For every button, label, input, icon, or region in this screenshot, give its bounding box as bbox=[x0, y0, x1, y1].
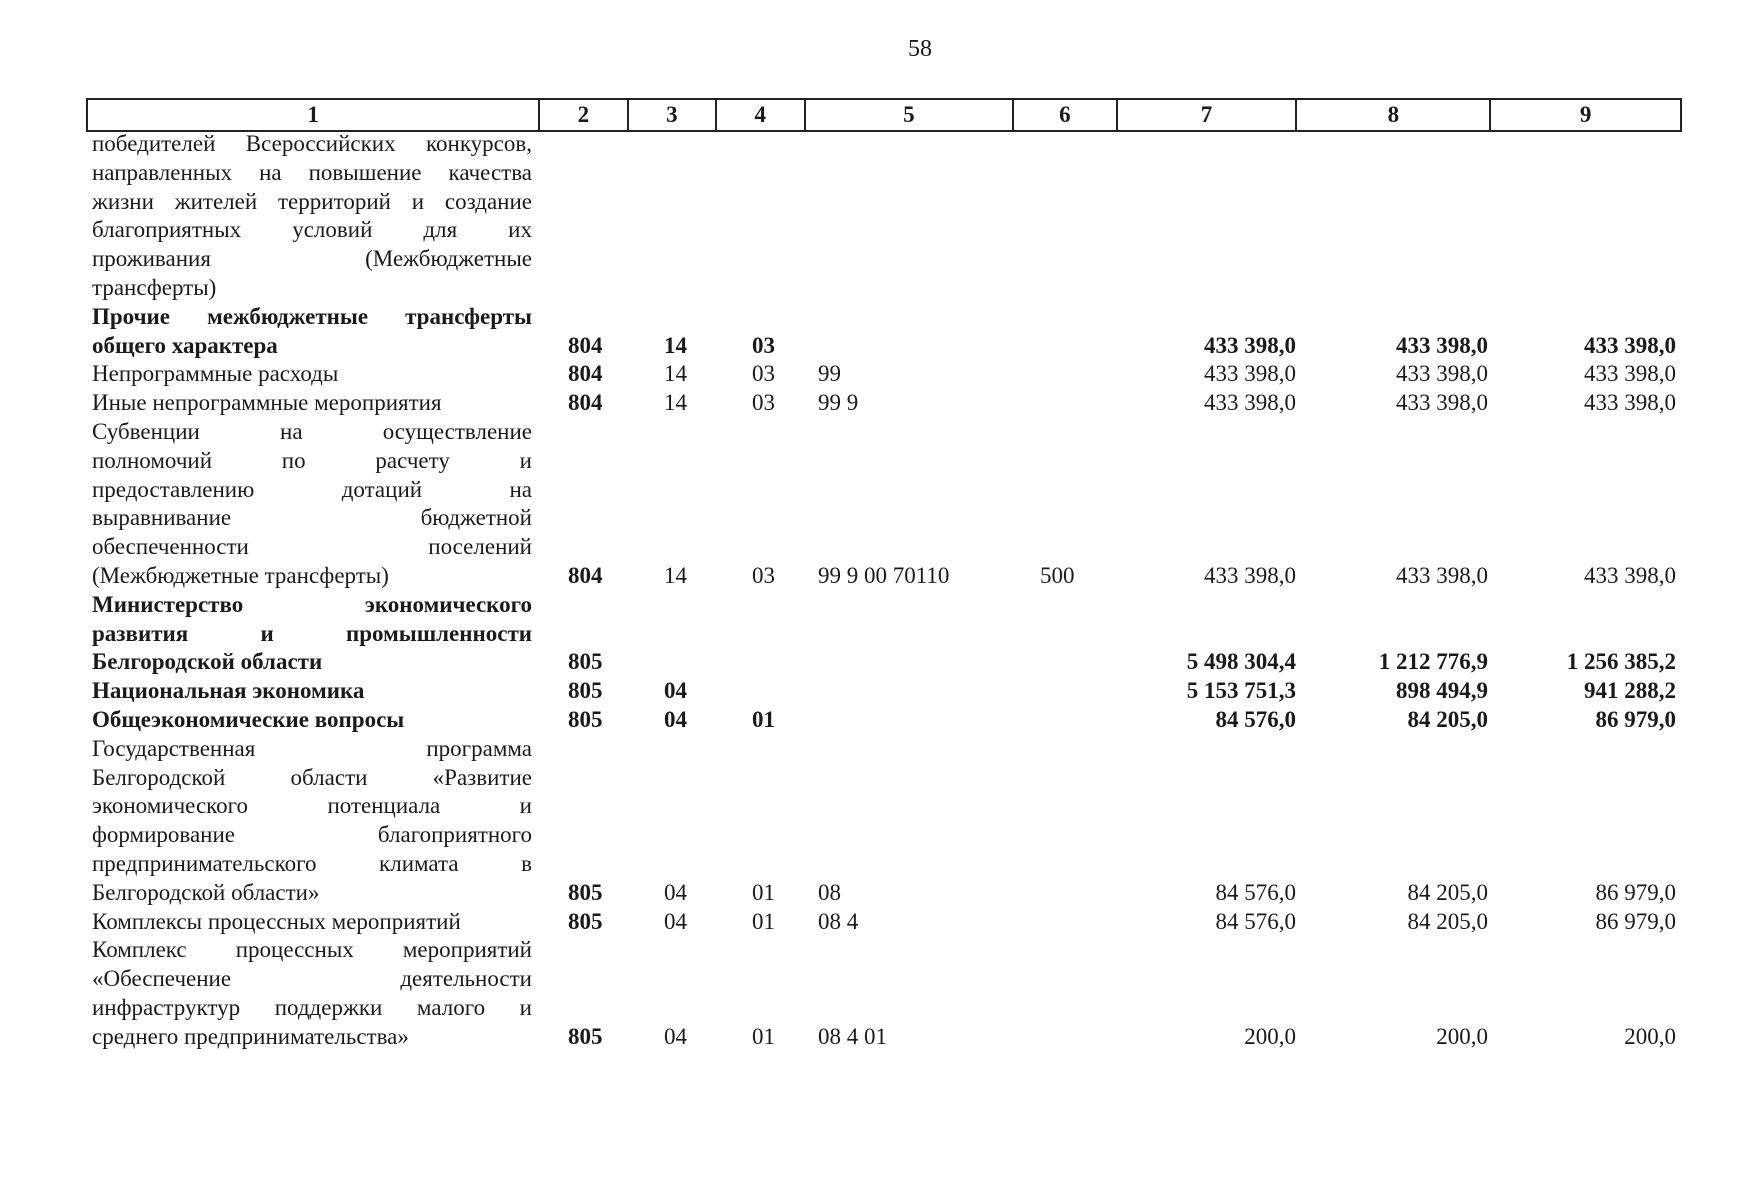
table-row bbox=[0, 735, 1760, 908]
section-cell: 04 bbox=[664, 908, 687, 934]
description-line: Непрограммные расходы bbox=[92, 361, 339, 387]
description-line: направленных на повышение качества bbox=[92, 159, 532, 185]
header-col-7: 7 bbox=[1118, 100, 1298, 130]
table-row bbox=[0, 936, 1760, 1051]
section-cell: 14 bbox=[664, 361, 687, 387]
amount-col-8-cell: 433 398,0 bbox=[1396, 562, 1488, 588]
amount-col-9-cell: 433 398,0 bbox=[1584, 332, 1676, 358]
description-line: развития и промышленности bbox=[92, 620, 532, 646]
budget-code-cell: 804 bbox=[568, 390, 603, 416]
table-row bbox=[0, 360, 1760, 389]
amount-col-9-cell: 1 256 385,2 bbox=[1566, 649, 1676, 675]
amount-col-8-cell: 84 205,0 bbox=[1407, 879, 1488, 905]
target-article-cell: 08 bbox=[818, 879, 841, 905]
subsection-cell: 01 bbox=[752, 879, 775, 905]
description-line: общего характера bbox=[92, 332, 278, 358]
table-header bbox=[86, 98, 1682, 132]
amount-col-7-cell: 200,0 bbox=[1244, 1023, 1296, 1049]
target-article-cell: 99 9 bbox=[818, 390, 859, 416]
page-number: 58 bbox=[908, 36, 932, 62]
budget-code-cell: 805 bbox=[568, 879, 603, 905]
description-line: Общеэкономические вопросы bbox=[92, 706, 405, 732]
amount-col-9-cell: 86 979,0 bbox=[1595, 706, 1676, 732]
amount-col-8-cell: 84 205,0 bbox=[1407, 908, 1488, 934]
description-line: экономического потенциала и bbox=[92, 793, 532, 819]
budget-code-cell: 804 bbox=[568, 361, 603, 387]
header-col-9: 9 bbox=[1579, 102, 1592, 127]
description-line: Национальная экономика bbox=[92, 678, 365, 704]
amount-col-7-cell: 84 576,0 bbox=[1215, 879, 1296, 905]
amount-col-9-cell: 433 398,0 bbox=[1584, 562, 1676, 588]
table-row bbox=[0, 130, 1760, 303]
expense-type-cell: 500 bbox=[1040, 562, 1075, 588]
amount-col-9-cell: 433 398,0 bbox=[1584, 361, 1676, 387]
description-line: полномочий по расчету и bbox=[92, 447, 532, 473]
amount-col-8-cell: 84 205,0 bbox=[1407, 706, 1488, 732]
subsection-cell: 01 bbox=[752, 1023, 775, 1049]
amount-col-9-cell: 433 398,0 bbox=[1584, 390, 1676, 416]
description-line: обеспеченности поселений bbox=[92, 534, 532, 560]
table-row bbox=[0, 418, 1760, 591]
description-line: Прочие межбюджетные трансферты bbox=[92, 303, 532, 329]
amount-col-7-cell: 5 498 304,4 bbox=[1186, 649, 1296, 675]
description-line: Белгородской области» bbox=[92, 879, 320, 905]
amount-col-7-cell: 433 398,0 bbox=[1204, 332, 1296, 358]
table-row bbox=[0, 303, 1760, 361]
subsection-cell: 03 bbox=[752, 361, 775, 387]
description-line: Комплексы процессных мероприятий bbox=[92, 908, 461, 934]
description-line: инфраструктур поддержки малого и bbox=[92, 994, 532, 1020]
subsection-cell: 03 bbox=[752, 390, 775, 416]
section-cell: 04 bbox=[664, 706, 687, 732]
amount-col-7-cell: 5 153 751,3 bbox=[1186, 678, 1296, 704]
amount-col-7-cell: 84 576,0 bbox=[1215, 706, 1296, 732]
description-line: проживания (Межбюджетные bbox=[92, 246, 532, 272]
amount-col-8-cell: 433 398,0 bbox=[1396, 332, 1488, 358]
amount-col-7-cell: 433 398,0 bbox=[1204, 390, 1296, 416]
amount-col-8-cell: 898 494,9 bbox=[1396, 678, 1488, 704]
description-line: формирование благоприятного bbox=[92, 822, 532, 848]
amount-col-9-cell: 941 288,2 bbox=[1584, 678, 1676, 704]
description-line: «Обеспечение деятельности bbox=[92, 966, 532, 992]
budget-code-cell: 804 bbox=[568, 562, 603, 588]
amount-col-9-cell: 200,0 bbox=[1624, 1023, 1676, 1049]
table-body bbox=[0, 130, 1760, 1052]
budget-code-cell: 805 bbox=[568, 678, 603, 704]
budget-code-cell: 805 bbox=[568, 1023, 603, 1049]
amount-col-7-cell: 84 576,0 bbox=[1215, 908, 1296, 934]
header-col-6: 6 bbox=[1014, 100, 1117, 130]
section-cell: 14 bbox=[664, 332, 687, 358]
description-line: победителей Всероссийских конкурсов, bbox=[92, 131, 532, 156]
target-article-cell: 99 bbox=[818, 361, 841, 387]
amount-col-9-cell: 86 979,0 bbox=[1595, 879, 1676, 905]
budget-code-cell: 805 bbox=[568, 908, 603, 934]
amount-col-8-cell: 433 398,0 bbox=[1396, 390, 1488, 416]
table-row bbox=[0, 591, 1760, 677]
description-line: Государственная программа bbox=[92, 735, 532, 761]
description-line: среднего предпринимательства» bbox=[92, 1023, 409, 1049]
description-line: Белгородской области «Развитие bbox=[92, 764, 532, 790]
description-line: Белгородской области bbox=[92, 649, 323, 675]
target-article-cell: 08 4 01 bbox=[818, 1023, 887, 1049]
description-line: Министерство экономического bbox=[92, 591, 532, 617]
section-cell: 04 bbox=[664, 678, 687, 704]
header-col-3: 3 bbox=[629, 100, 717, 130]
subsection-cell: 03 bbox=[752, 562, 775, 588]
subsection-cell: 01 bbox=[752, 908, 775, 934]
amount-col-7-cell: 433 398,0 bbox=[1204, 562, 1296, 588]
budget-code-cell: 805 bbox=[568, 706, 603, 732]
table-row bbox=[0, 389, 1760, 418]
description-line: Комплекс процессных мероприятий bbox=[92, 937, 532, 963]
table-row bbox=[0, 677, 1760, 706]
section-cell: 14 bbox=[664, 562, 687, 588]
header-col-8: 8 bbox=[1297, 100, 1491, 130]
description-line: выравнивание бюджетной bbox=[92, 505, 532, 531]
description-line: Субвенции на осуществление bbox=[92, 418, 532, 444]
description-line: предоставлению дотаций на bbox=[92, 476, 532, 502]
header-col-1: 1 bbox=[88, 100, 540, 130]
header-col-2: 2 bbox=[540, 100, 628, 130]
target-article-cell: 08 4 bbox=[818, 908, 859, 934]
amount-col-9-cell: 86 979,0 bbox=[1595, 908, 1676, 934]
table-row bbox=[0, 908, 1760, 937]
description-line: жизни жителей территорий и создание bbox=[92, 188, 532, 214]
header-col-4: 4 bbox=[717, 100, 805, 130]
description-line: предпринимательского климата в bbox=[92, 850, 532, 876]
budget-code-cell: 804 bbox=[568, 332, 603, 358]
description-line: трансферты) bbox=[92, 274, 217, 300]
amount-col-8-cell: 200,0 bbox=[1436, 1023, 1488, 1049]
description-line: (Межбюджетные трансферты) bbox=[92, 562, 389, 588]
target-article-cell: 99 9 00 70110 bbox=[818, 562, 950, 588]
amount-col-8-cell: 433 398,0 bbox=[1396, 361, 1488, 387]
subsection-cell: 03 bbox=[752, 332, 775, 358]
section-cell: 04 bbox=[664, 1023, 687, 1049]
section-cell: 14 bbox=[664, 390, 687, 416]
header-col-5: 5 bbox=[806, 100, 1015, 130]
description-line: Иные непрограммные мероприятия bbox=[92, 390, 442, 416]
description-line: благоприятных условий для их bbox=[92, 217, 532, 243]
subsection-cell: 01 bbox=[752, 706, 775, 732]
budget-code-cell: 805 bbox=[568, 649, 603, 675]
section-cell: 04 bbox=[664, 879, 687, 905]
table-row bbox=[0, 706, 1760, 735]
amount-col-8-cell: 1 212 776,9 bbox=[1378, 649, 1488, 675]
amount-col-7-cell: 433 398,0 bbox=[1204, 361, 1296, 387]
